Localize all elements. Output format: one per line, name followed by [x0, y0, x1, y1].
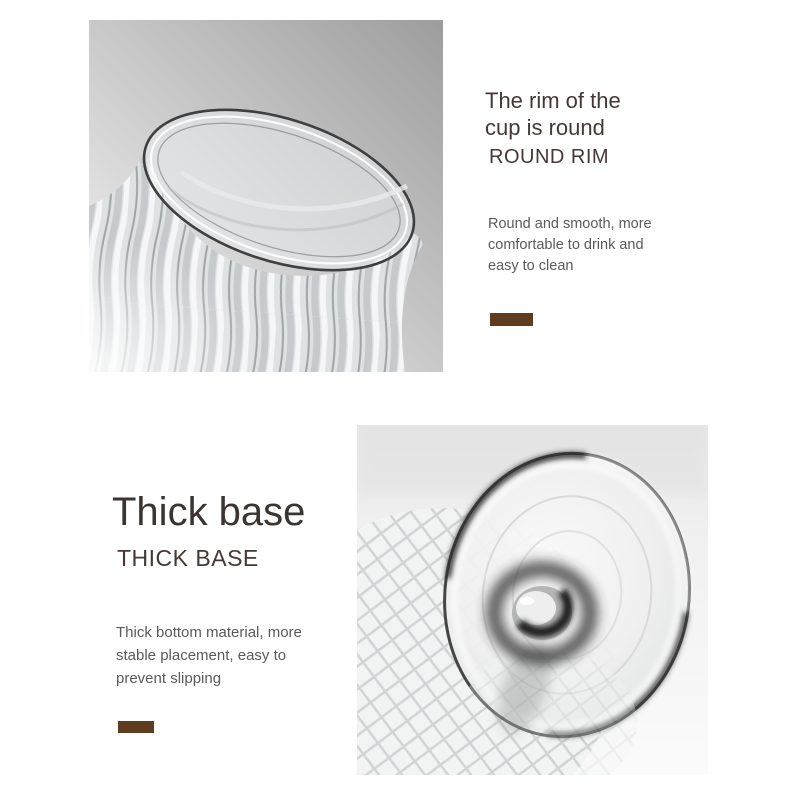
- section-round-rim: [485, 87, 705, 326]
- section-heading: [112, 487, 412, 537]
- glass-rim-illustration: [89, 20, 443, 372]
- description-line: easy to clean: [488, 258, 574, 274]
- description-line: prevent slipping: [116, 670, 222, 687]
- section-description: [116, 621, 412, 690]
- accent-bar: [118, 721, 154, 733]
- description-line: Thick bottom material, more: [116, 624, 302, 641]
- accent-bar: [490, 313, 533, 326]
- description-line: stable placement, easy to: [116, 647, 287, 664]
- section-thick-base: [112, 487, 412, 733]
- section-heading: [485, 87, 705, 141]
- heading-line: The rim of the: [485, 88, 621, 113]
- glass-rim-photo: [89, 20, 443, 372]
- description-line: comfortable to drink and: [488, 237, 644, 253]
- section-subheading: THICK BASE: [117, 545, 259, 571]
- heading-line: cup is round: [485, 115, 605, 140]
- section-subheading: ROUND RIM: [489, 146, 610, 168]
- description-line: Round and smooth, more: [488, 216, 652, 232]
- section-description: [488, 214, 705, 277]
- heading-line: Thick base: [112, 490, 306, 534]
